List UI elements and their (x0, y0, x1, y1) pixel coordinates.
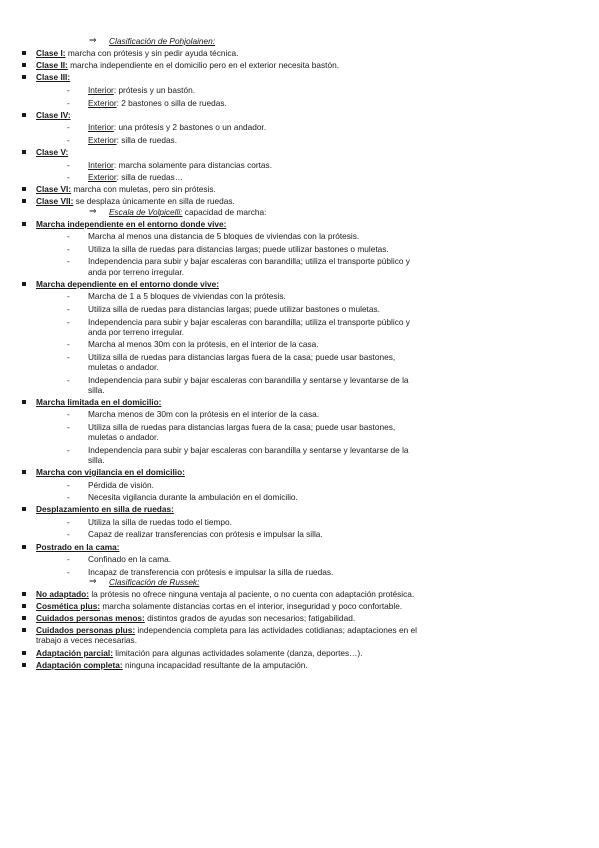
sub-item (0, 172, 418, 182)
sub-item-text: Incapaz de transferencia con prótesis e impulsar la silla de ruedas. (88, 566, 334, 577)
sub-item (0, 244, 418, 254)
list-item (0, 648, 418, 658)
item-text: marcha con muletas, pero sin prótesis. (71, 184, 216, 195)
sub-item (0, 375, 418, 395)
sub-item-text: : marcha solamente para distancias cortas. (113, 159, 273, 170)
square-bullet-icon (22, 222, 26, 226)
list-item (0, 613, 418, 623)
sub-item (0, 135, 418, 145)
item-text: marcha solamente distancias cortas en el interior, inseguridad y poco confortable. (100, 601, 403, 612)
square-bullet-icon (22, 199, 26, 203)
sub-item (0, 529, 418, 539)
dash-bullet: - (67, 554, 70, 565)
dash-bullet: - (67, 303, 70, 314)
dash-bullet: - (67, 374, 70, 385)
sub-item-text: Marcha al menos 30m con la prótesis, en el interior de la casa. (88, 339, 319, 350)
list-item (0, 589, 418, 599)
list-item (0, 184, 418, 194)
list-item (0, 397, 418, 407)
sub-item (0, 122, 418, 132)
square-bullet-icon (22, 616, 26, 620)
sub-item-label: Exterior (88, 172, 117, 183)
list-item (0, 504, 418, 514)
item-label: Postrado en la cama: (36, 541, 120, 552)
list-item (0, 147, 418, 157)
dash-bullet: - (67, 172, 70, 183)
square-bullet-icon (22, 604, 26, 608)
section-title: Clasificación de Pohjolainen: (109, 36, 216, 46)
square-bullet-icon (22, 75, 26, 79)
dash-bullet: - (67, 492, 70, 503)
sub-item-text: : silla de ruedas. (116, 134, 178, 145)
section-title: Clasificación de Russek: (109, 576, 200, 587)
square-bullet-icon (22, 651, 26, 655)
item-text: limitación para algunas actividades solamente (danza, deportes…). (113, 647, 363, 658)
sub-item-text: Necesita vigilancia durante la ambulación en el domicilio. (88, 492, 298, 503)
item-label: Cuidados personas plus: (36, 625, 136, 636)
square-bullet-icon (22, 187, 26, 191)
square-bullet-icon (22, 51, 26, 55)
item-label: Adaptación parcial: (36, 647, 113, 658)
item-label: Marcha con vigilancia en el domicilio: (36, 466, 185, 477)
item-text: la prótesis no ofrece ninguna ventaja al paciente, o no cuenta con adaptación protésica. (89, 589, 415, 600)
section-2 (0, 207, 599, 217)
dash-bullet: - (67, 422, 70, 432)
sub-item-text: Utiliza silla de ruedas para distancias largas fuera de la casa; puede usar bastones, muletas o andador. (88, 351, 396, 372)
list-item (0, 196, 418, 206)
sub-item (0, 554, 418, 564)
sub-item-label: Interior (88, 84, 114, 95)
square-bullet-icon (22, 113, 26, 117)
dash-bullet: - (67, 479, 70, 490)
section-3 (0, 577, 599, 587)
sub-item-text: Marcha al menos una distancia de 5 bloques de viviendas con la prótesis. (88, 231, 360, 242)
sub-item-text: Independencia para subir y bajar escaleras con barandilla; utiliza el transporte público y anda por terreno irregular. (88, 316, 410, 337)
item-label: Marcha independiente en el entorno donde vive: (36, 218, 227, 229)
square-bullet-icon (22, 470, 26, 474)
item-label: Cuidados personas menos: (36, 613, 145, 624)
list-item (0, 660, 418, 670)
section-1 (0, 36, 599, 46)
square-bullet-icon (22, 507, 26, 511)
item-label: Cosmética plus: (36, 601, 101, 612)
sub-item (0, 291, 418, 301)
list-item (0, 219, 418, 229)
square-bullet-icon (22, 150, 26, 154)
dash-bullet: - (67, 243, 70, 254)
sub-item (0, 422, 418, 442)
square-bullet-icon (22, 282, 26, 286)
item-label: Marcha limitada en el domicilio: (36, 396, 162, 407)
sub-item-text: Pérdida de visión. (88, 479, 154, 490)
sub-item-label: Interior (88, 122, 114, 133)
sub-item-text: : una prótesis y 2 bastones o un andador. (113, 122, 267, 133)
sub-item-text: Utiliza silla de ruedas para distancias largas fuera de la casa; puede usar bastones, muletas o andador. (88, 422, 396, 443)
sub-item-text: : silla de ruedas… (116, 172, 184, 183)
sub-item (0, 256, 418, 276)
dash-bullet: - (67, 97, 70, 108)
sub-item (0, 352, 418, 372)
sub-item-label: Exterior (88, 134, 117, 145)
item-label: Clase IV: (36, 109, 71, 120)
arrow-icon: ⇒ (89, 35, 97, 45)
item-text: se desplaza únicamente en silla de ruedas. (73, 196, 235, 207)
section-title-suffix: capacidad de marcha: (182, 206, 267, 217)
sub-item-text: Independencia para subir y bajar escaleras con barandilla y sentarse y levantarse de la silla. (88, 444, 409, 465)
dash-bullet: - (67, 159, 70, 170)
square-bullet-icon (22, 400, 26, 404)
list-item (0, 542, 418, 552)
sub-item (0, 98, 418, 108)
item-label: Clase VII: (36, 196, 74, 207)
sub-item-text: : 2 bastones o silla de ruedas. (116, 97, 227, 108)
list-item (0, 467, 418, 477)
sub-item (0, 304, 418, 314)
sub-item (0, 567, 418, 577)
sub-item (0, 160, 418, 170)
list-item (0, 60, 418, 70)
dash-bullet: - (67, 444, 70, 455)
arrow-icon: ⇒ (89, 575, 97, 586)
sub-item (0, 517, 418, 527)
sub-item-label: Exterior (88, 97, 117, 108)
sub-item (0, 409, 418, 419)
sub-item-text: Marcha de 1 a 5 bloques de viviendas con la prótesis. (88, 291, 286, 302)
square-bullet-icon (22, 545, 26, 549)
dash-bullet: - (67, 529, 70, 540)
sub-item-text: : prótesis y un bastón. (113, 84, 195, 95)
list-item (0, 72, 418, 82)
item-label: Clase II: (36, 60, 68, 71)
item-label: Clase VI: (36, 184, 72, 195)
sub-item (0, 317, 418, 337)
arrow-icon: ⇒ (89, 205, 97, 216)
item-text: distintos grados de ayudas son necesarios; fatigabilidad. (144, 613, 356, 624)
item-text: independencia completa para las actividades cotidianas; adaptaciones en el trabajo a veces necesarias. (36, 625, 417, 646)
square-bullet-icon (22, 63, 26, 67)
dash-bullet: - (67, 84, 70, 95)
list-item (0, 279, 418, 289)
sub-item (0, 339, 418, 349)
sub-item-text: Independencia para subir y bajar escaleras con barandilla; utiliza el transporte público y anda por terreno irregular. (88, 256, 410, 277)
document-page (0, 36, 599, 670)
sub-item (0, 85, 418, 95)
list-item (0, 601, 418, 611)
dash-bullet: - (67, 256, 70, 267)
dash-bullet: - (67, 134, 70, 145)
dash-bullet: - (67, 291, 70, 302)
list-item (0, 625, 418, 645)
sub-item-text: Confinado en la cama. (88, 554, 172, 565)
sub-item (0, 480, 418, 490)
dash-bullet: - (67, 122, 70, 133)
dash-bullet: - (67, 409, 70, 420)
item-label: Desplazamiento en silla de ruedas: (36, 504, 174, 515)
item-label: Clase III: (36, 72, 71, 83)
item-text: ninguna incapacidad resultante de la amputación. (122, 659, 308, 670)
square-bullet-icon (22, 628, 26, 632)
dash-bullet: - (67, 231, 70, 242)
sub-item-text: Utiliza la silla de ruedas para distancias largas; puede utilizar bastones o muletas. (88, 243, 389, 254)
sub-item-text: Independencia para subir y bajar escaleras con barandilla y sentarse y levantarse de la silla. (88, 374, 409, 395)
list-item (0, 48, 418, 58)
section-title: Escala de Volpicelli: (109, 206, 183, 217)
item-label: Clase I: (36, 48, 66, 59)
sub-item-text: Marcha menos de 30m con la prótesis en el interior de la casa. (88, 409, 320, 420)
dash-bullet: - (67, 351, 70, 362)
item-label: No adaptado: (36, 589, 90, 600)
dash-bullet: - (67, 516, 70, 527)
square-bullet-icon (22, 592, 26, 596)
item-label: Clase V: (36, 146, 69, 157)
dash-bullet: - (67, 566, 70, 577)
sub-item-text: Utiliza la silla de ruedas todo el tiempo. (88, 516, 232, 527)
square-bullet-icon (22, 663, 26, 667)
sub-item-text: Utiliza silla de ruedas para distancias largas; puede utilizar bastones o muletas. (88, 303, 380, 314)
item-label: Marcha dependiente en el entorno donde vive: (36, 278, 220, 289)
list-item (0, 110, 418, 120)
sub-item-text: Capaz de realizar transferencias con prótesis e impulsar la silla. (88, 529, 323, 540)
sub-item (0, 492, 418, 502)
item-text: marcha con prótesis y sin pedir ayuda técnica. (65, 48, 239, 59)
sub-item (0, 231, 418, 241)
sub-item-label: Interior (88, 159, 114, 170)
dash-bullet: - (67, 339, 70, 350)
item-label: Adaptación completa: (36, 659, 123, 670)
sub-item (0, 445, 418, 465)
item-text: marcha independiente en el domicilio pero en el exterior necesita bastón. (67, 60, 340, 71)
dash-bullet: - (67, 316, 70, 327)
